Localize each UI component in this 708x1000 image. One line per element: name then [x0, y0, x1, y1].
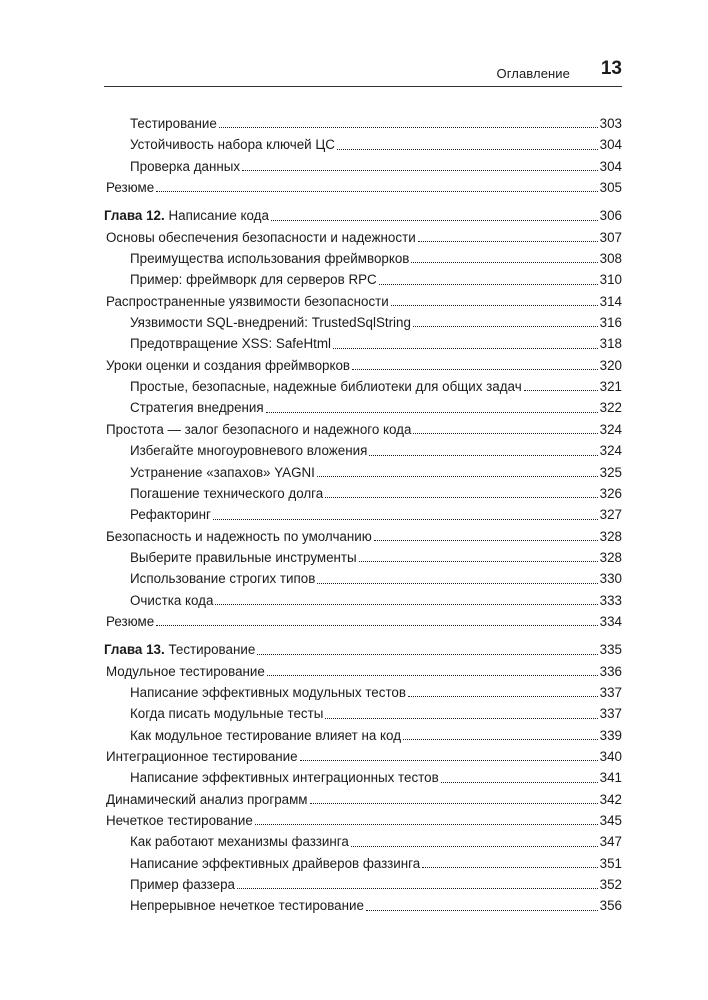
toc-page-number: 333: [599, 592, 622, 608]
toc-entry-label: [130, 767, 439, 788]
toc-section-entry[interactable]: [104, 177, 622, 198]
toc-page-number: 339: [599, 727, 622, 743]
toc-entry-label: [130, 725, 401, 746]
toc-subsection-entry[interactable]: [104, 333, 622, 354]
dot-leader: [333, 347, 598, 349]
toc-subsection-entry[interactable]: [104, 113, 622, 134]
toc-entry-label: [130, 895, 364, 916]
toc-entry-title: Когда писать модульные тесты: [130, 706, 324, 722]
toc-entry-label: [130, 831, 349, 852]
toc-entry-title: Пример фаззера: [130, 877, 236, 893]
toc-page-number: 305: [599, 180, 622, 196]
toc-subsection-entry[interactable]: [104, 397, 622, 418]
dot-leader: [403, 738, 598, 740]
toc-entry-label: [130, 462, 315, 483]
dot-leader: [374, 539, 598, 541]
toc-subsection-entry[interactable]: [104, 312, 622, 333]
dot-leader: [359, 560, 598, 562]
toc-page-number: 310: [599, 272, 622, 288]
toc-entry-label: [104, 639, 255, 660]
toc-subsection-entry[interactable]: [104, 725, 622, 746]
toc-subsection-entry[interactable]: [104, 590, 622, 611]
toc-entry-label: [130, 333, 331, 354]
toc-entry-label: [104, 205, 269, 226]
dot-leader: [156, 190, 597, 192]
toc-entry-title: Интеграционное тестирование: [106, 748, 298, 764]
dot-leader: [325, 496, 597, 498]
dot-leader: [255, 823, 598, 825]
toc-entry-title: Выберите правильные инструменты: [130, 549, 357, 565]
toc-entry-label: [130, 590, 213, 611]
dot-leader: [408, 695, 598, 697]
toc-entry-title: Использование строгих типов: [130, 571, 316, 587]
toc-section-entry[interactable]: [104, 419, 622, 440]
toc-page-number: 304: [599, 158, 622, 174]
toc-subsection-entry[interactable]: [104, 156, 622, 177]
dot-leader: [411, 261, 597, 263]
toc-section-entry[interactable]: [104, 789, 622, 810]
toc-page-number: 321: [599, 379, 622, 395]
toc-page-number: 324: [599, 421, 622, 437]
chapter-spacer: [104, 198, 622, 205]
toc-entry-title: Нечеткое тестирование: [106, 813, 253, 828]
toc-entry-label: [130, 853, 420, 874]
toc-entry-label: [130, 312, 411, 333]
toc-page-number: 330: [599, 571, 622, 587]
dot-leader: [379, 283, 598, 285]
toc-page-number: 324: [599, 443, 622, 459]
toc-page-number: 307: [599, 229, 622, 245]
toc-page-number: 352: [599, 877, 622, 893]
toc-entry-title: Простота — залог безопасного и надежного кода: [106, 421, 412, 437]
toc-entry-title: Как работают механизмы фаззинга: [130, 834, 349, 850]
dot-leader: [317, 582, 597, 584]
toc-page-number: 316: [599, 315, 622, 331]
toc-entry-label: [130, 874, 235, 895]
dot-leader: [310, 802, 598, 804]
dot-leader: [351, 845, 598, 847]
toc-entry-title: Тестирование: [168, 642, 256, 658]
toc-page-number: 327: [599, 507, 622, 523]
dot-leader: [366, 909, 598, 911]
toc-page-number: 326: [599, 485, 622, 501]
toc-subsection-entry[interactable]: [104, 874, 622, 895]
toc-entry-label: [130, 504, 211, 525]
toc-subsection-entry[interactable]: [104, 248, 622, 269]
toc-subsection-entry[interactable]: [104, 504, 622, 525]
toc-page-number: 351: [599, 855, 622, 871]
toc-entry-title: Тестирование: [130, 116, 217, 131]
toc-entry-title: Непрерывное нечеткое тестирование: [130, 898, 364, 914]
dot-leader: [391, 304, 598, 306]
dot-leader: [219, 126, 598, 128]
toc-entry-label: [106, 810, 253, 831]
toc-entry-label: [130, 248, 409, 269]
toc-entry-title: Распространенные уязвимости безопасности: [106, 293, 389, 309]
toc-subsection-entry[interactable]: [104, 568, 622, 589]
toc-page-number: 320: [599, 357, 622, 373]
toc-page-number: 334: [599, 613, 622, 629]
toc-entry-title: Написание эффективных драйверов фаззинга: [130, 855, 421, 871]
toc-entry-label: [130, 703, 323, 724]
toc-page-number: 336: [599, 663, 622, 679]
toc-page-number: 341: [599, 770, 622, 786]
dot-leader: [215, 603, 597, 605]
toc-subsection-entry[interactable]: [104, 853, 622, 874]
running-header-title: Оглавление: [496, 66, 570, 81]
dot-leader: [418, 240, 598, 242]
toc-entry-title: Погашение технического долга: [130, 485, 324, 501]
toc-page-number: 347: [599, 834, 622, 850]
toc-page-number: 318: [599, 336, 622, 352]
dot-leader: [257, 653, 597, 655]
toc-entry-label: [130, 376, 522, 397]
dot-leader: [413, 432, 597, 434]
toc-entry-title: Устойчивость набора ключей ЦС: [130, 137, 335, 153]
toc-section-entry[interactable]: [104, 746, 622, 767]
dot-leader: [422, 866, 597, 868]
dot-leader: [266, 411, 598, 413]
dot-leader: [441, 781, 598, 783]
chapter-spacer: [104, 632, 622, 639]
toc-entry-label: [106, 291, 389, 312]
toc-entry-label: [106, 227, 416, 248]
dot-leader: [300, 759, 598, 761]
toc-entry-title: Уязвимости SQL-внедрений: TrustedSqlString: [130, 315, 411, 331]
toc-entry-label: [106, 355, 350, 376]
toc-section-entry[interactable]: [104, 227, 622, 248]
dot-leader: [237, 887, 598, 889]
dot-leader: [213, 518, 598, 520]
toc-page-number: 306: [599, 208, 622, 224]
toc-entry-title: Резюме: [106, 613, 155, 629]
toc-entry-title: Написание эффективных интеграционных тестов: [130, 770, 439, 786]
toc-section-entry[interactable]: [104, 291, 622, 312]
toc-entry-title: Написание кода: [168, 208, 269, 224]
toc-entry-label: [130, 113, 217, 134]
toc-entry-label: [130, 568, 315, 589]
toc-entry-title: Модульное тестирование: [106, 663, 265, 679]
page-number: 13: [600, 58, 622, 79]
dot-leader: [325, 717, 597, 719]
toc-page-number: 303: [599, 116, 622, 131]
toc-entry-title: Динамический анализ программ: [106, 791, 308, 807]
toc-subsection-entry[interactable]: [104, 462, 622, 483]
toc-entry-title: Преимущества использования фреймворков: [130, 251, 410, 267]
table-of-contents: [104, 113, 622, 917]
dot-leader: [413, 325, 598, 327]
toc-section-entry[interactable]: [104, 810, 622, 831]
dot-leader: [352, 368, 598, 370]
toc-chapter-entry[interactable]: [104, 205, 622, 226]
toc-page-number: 322: [599, 400, 622, 416]
toc-page-number: 328: [599, 549, 622, 565]
toc-entry-title: Очистка кода: [130, 592, 214, 608]
dot-leader: [337, 148, 598, 150]
toc-page-number: 308: [599, 251, 622, 267]
toc-page-number: 304: [599, 137, 622, 153]
toc-section-entry[interactable]: [104, 526, 622, 547]
toc-subsection-entry[interactable]: [104, 134, 622, 155]
toc-entry-label: [106, 661, 265, 682]
dot-leader: [524, 389, 598, 391]
toc-page-number: 335: [599, 642, 622, 658]
toc-subsection-entry[interactable]: [104, 376, 622, 397]
dot-leader: [271, 219, 598, 221]
toc-chapter-entry[interactable]: [104, 639, 622, 660]
toc-entry-title: Пример: фреймворк для серверов RPC: [130, 272, 377, 288]
chapter-number: Глава 13.: [104, 642, 165, 658]
toc-entry-label: [130, 483, 323, 504]
chapter-number: Глава 12.: [104, 208, 165, 224]
toc-entry-label: [130, 547, 357, 568]
dot-leader: [369, 454, 597, 456]
toc-entry-label: [106, 177, 154, 198]
toc-subsection-entry[interactable]: [104, 682, 622, 703]
toc-page-number: 337: [599, 684, 622, 700]
toc-entry-title: Простые, безопасные, надежные библиотеки для общих задач: [130, 379, 522, 395]
toc-entry-title: Предотвращение XSS: SafeHtml: [130, 336, 331, 352]
toc-entry-title: Написание эффективных модульных тестов: [130, 684, 406, 700]
toc-page-number: 314: [599, 293, 622, 309]
toc-section-entry[interactable]: [104, 611, 622, 632]
toc-entry-title: Основы обеспечения безопасности и надежности: [106, 229, 416, 245]
toc-entry-label: [130, 156, 240, 177]
toc-entry-label: [130, 682, 406, 703]
toc-entry-label: [106, 789, 308, 810]
toc-entry-title: Как модульное тестирование влияет на код: [130, 727, 402, 743]
toc-entry-label: [130, 397, 264, 418]
toc-entry-title: Рефакторинг: [130, 507, 211, 523]
toc-entry-label: [130, 269, 377, 290]
dot-leader: [317, 475, 598, 477]
toc-page-number: 340: [599, 748, 622, 764]
toc-entry-title: Уроки оценки и создания фреймворков: [106, 357, 351, 373]
toc-entry-label: [106, 419, 411, 440]
toc-subsection-entry[interactable]: [104, 483, 622, 504]
toc-page-number: 342: [599, 791, 622, 807]
toc-entry-title: Проверка данных: [130, 158, 241, 174]
running-header: [104, 56, 622, 87]
toc-entry-label: [106, 526, 372, 547]
toc-page-number: 325: [599, 464, 622, 480]
toc-entry-title: Безопасность и надежность по умолчанию: [106, 528, 372, 544]
toc-subsection-entry[interactable]: [104, 895, 622, 916]
toc-entry-title: Устранение «запахов» YAGNI: [130, 464, 315, 480]
toc-subsection-entry[interactable]: [104, 269, 622, 290]
toc-section-entry[interactable]: [104, 661, 622, 682]
toc-entry-label: [106, 746, 298, 767]
toc-entry-label: [130, 440, 367, 461]
toc-page-number: 337: [599, 706, 622, 722]
dot-leader: [242, 169, 598, 171]
toc-page-number: 345: [599, 813, 622, 828]
toc-subsection-entry[interactable]: [104, 547, 622, 568]
toc-subsection-entry[interactable]: [104, 831, 622, 852]
toc-subsection-entry[interactable]: [104, 440, 622, 461]
toc-subsection-entry[interactable]: [104, 703, 622, 724]
toc-subsection-entry[interactable]: [104, 767, 622, 788]
toc-page-number: 328: [599, 528, 622, 544]
toc-entry-title: Стратегия внедрения: [130, 400, 264, 416]
toc-page-number: 356: [599, 898, 622, 914]
dot-leader: [267, 674, 598, 676]
toc-entry-label: [106, 611, 154, 632]
toc-entry-title: Избегайте многоуровневого вложения: [130, 443, 368, 459]
toc-entry-label: [130, 134, 335, 155]
toc-section-entry[interactable]: [104, 355, 622, 376]
toc-entry-title: Резюме: [106, 180, 155, 196]
dot-leader: [156, 624, 597, 626]
